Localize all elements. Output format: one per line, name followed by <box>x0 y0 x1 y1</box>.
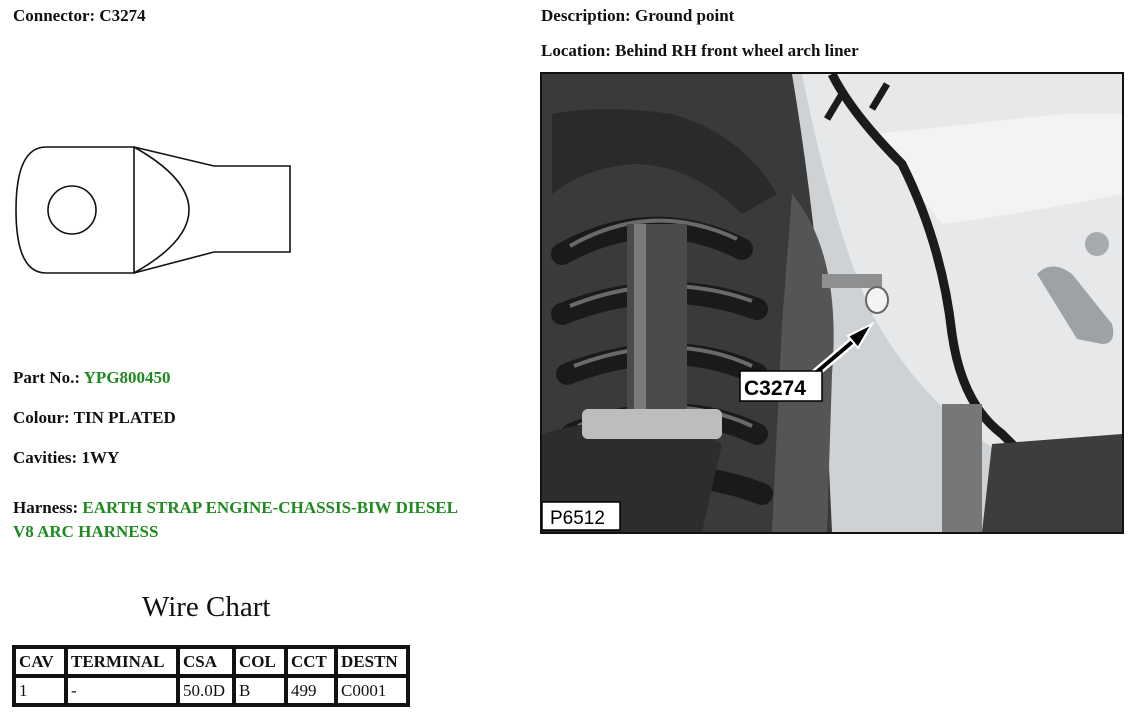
harness-line <box>13 498 458 518</box>
location-line <box>541 41 859 61</box>
description-line <box>541 6 734 26</box>
terminal-hole <box>48 186 96 234</box>
wire-chart-title: Wire Chart <box>142 591 271 623</box>
cell-destn: C0001 <box>336 676 408 705</box>
terminal-barrel <box>134 147 290 273</box>
colour-value: TIN PLATED <box>73 408 176 427</box>
description-value: Ground point <box>634 6 735 25</box>
cell-col: B <box>234 676 286 705</box>
ring-terminal-diagram <box>14 140 304 280</box>
header-terminal: TERMINAL <box>66 647 178 676</box>
table-row <box>14 676 408 705</box>
location-label: Location: <box>541 41 611 60</box>
location-photo-illustration <box>542 74 1122 532</box>
terminal-taper <box>134 147 189 273</box>
description-label: Description: <box>541 6 631 25</box>
location-photo <box>540 72 1124 534</box>
connector-heading <box>13 6 146 26</box>
wire-chart-table <box>12 645 410 707</box>
wire-chart-header-row <box>14 647 408 676</box>
cell-cct: 499 <box>286 676 336 705</box>
terminal-ring-outline <box>16 147 134 273</box>
connector-value: C3274 <box>99 6 146 25</box>
harness-value-line1: EARTH STRAP ENGINE-CHASSIS-BIW DIESEL <box>82 498 458 517</box>
colour-line <box>13 408 176 428</box>
figure-id-label: P6512 <box>550 508 605 529</box>
header-col: COL <box>234 647 286 676</box>
header-cav: CAV <box>14 647 66 676</box>
cell-csa: 50.0D <box>178 676 234 705</box>
callout-label: C3274 <box>744 377 806 400</box>
colour-label: Colour: <box>13 408 70 427</box>
header-cct: CCT <box>286 647 336 676</box>
cavities-label: Cavities: <box>13 448 78 467</box>
cell-cav: 1 <box>14 676 66 705</box>
harness-label: Harness: <box>13 498 79 517</box>
cell-terminal: - <box>66 676 178 705</box>
header-destn: DESTN <box>336 647 408 676</box>
part-number-label: Part No.: <box>13 368 81 387</box>
cavities-line <box>13 448 119 468</box>
header-csa: CSA <box>178 647 234 676</box>
cavities-value: 1WY <box>81 448 120 467</box>
harness-value-line2: V8 ARC HARNESS <box>13 522 159 541</box>
part-number-line <box>13 368 171 388</box>
part-number-value: YPG800450 <box>83 368 171 387</box>
connector-label: Connector: <box>13 6 96 25</box>
location-value: Behind RH front wheel arch liner <box>615 41 859 60</box>
